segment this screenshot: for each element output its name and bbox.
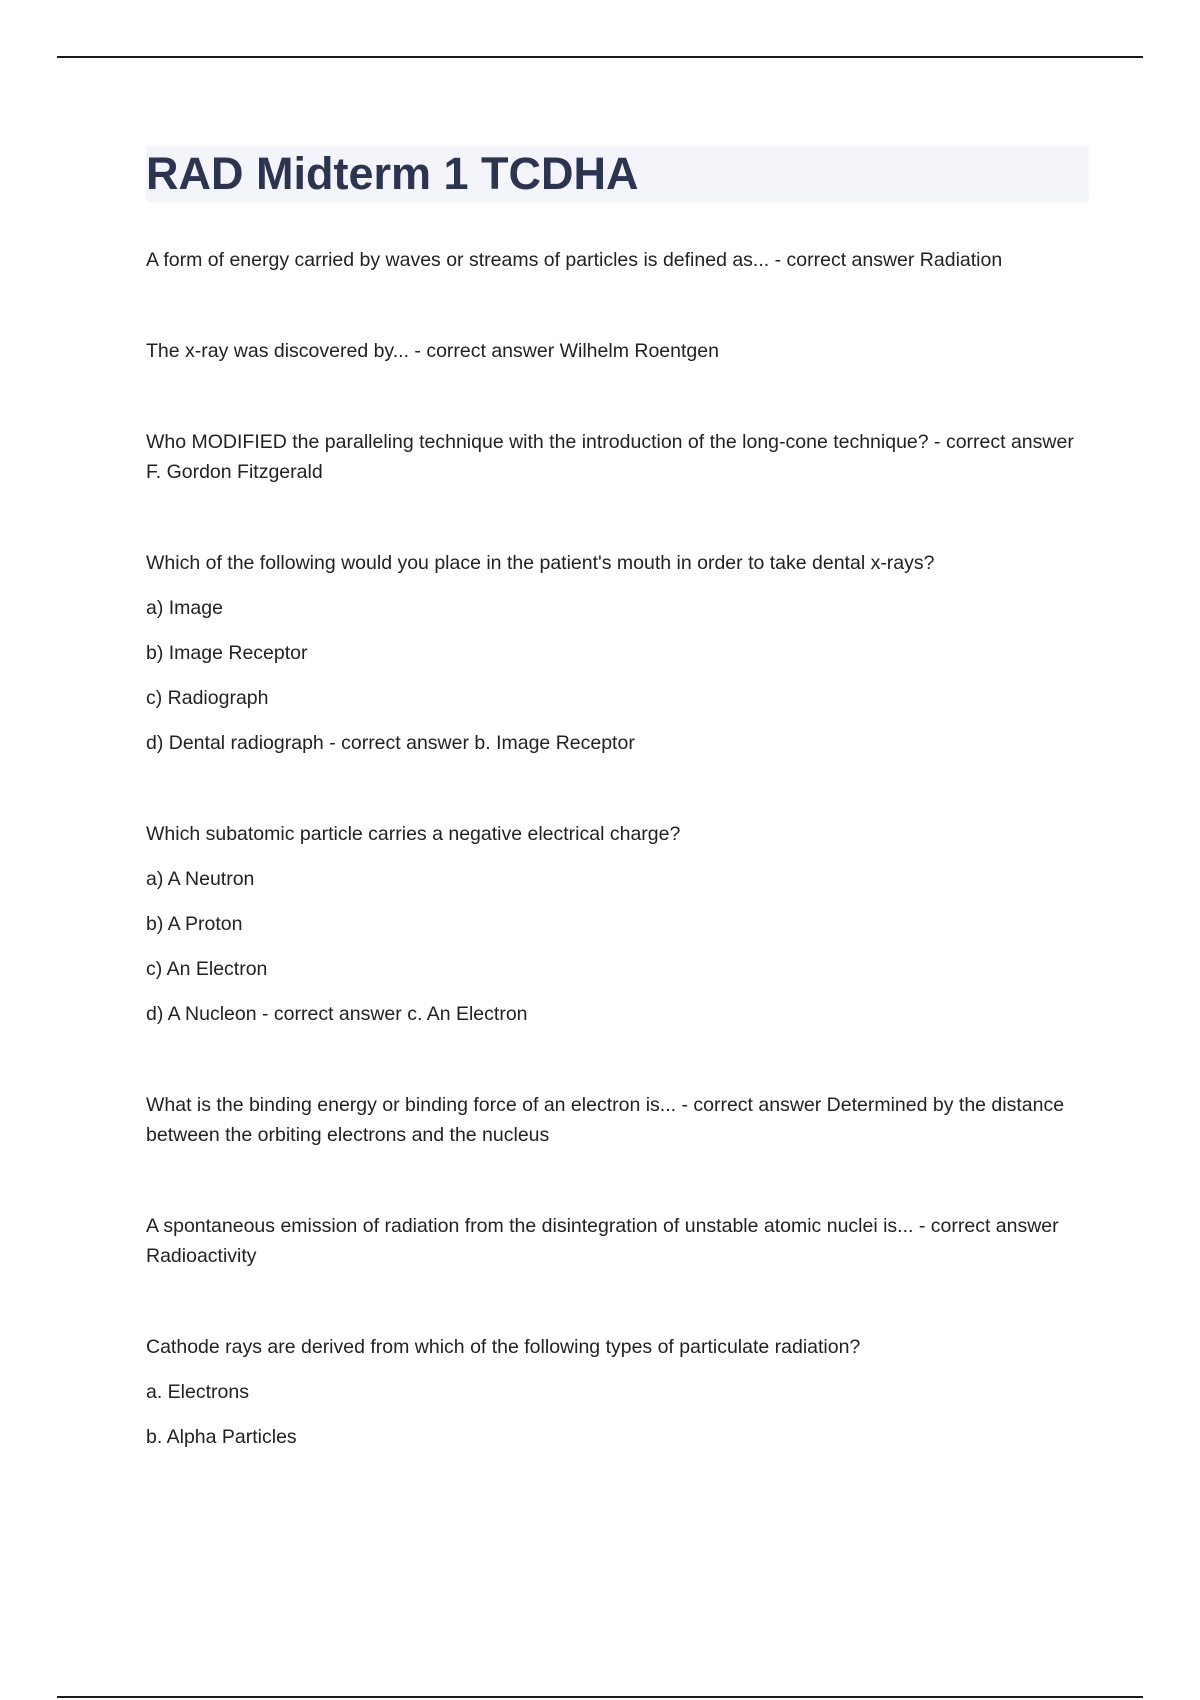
- answer-option: d) Dental radiograph - correct answer b. Image Receptor: [146, 732, 635, 754]
- answer-option: c) An Electron: [146, 958, 268, 980]
- question-text: Which subatomic particle carries a negative electrical charge?: [146, 823, 681, 845]
- question-text: The x-ray was discovered by... - correct answer Wilhelm Roentgen: [146, 340, 719, 362]
- question-text: Who MODIFIED the paralleling technique with the introduction of the long-cone technique? - correct answer F. Gordon Fitzgerald: [146, 431, 1074, 483]
- question-text: Cathode rays are derived from which of the following types of particulate radiation?: [146, 1336, 861, 1358]
- qa-item-1: [146, 245, 1076, 275]
- qa-item-4: [146, 548, 1076, 758]
- qa-item-2: [146, 336, 1076, 366]
- qa-item-3: [146, 427, 1076, 487]
- page-title: RAD Midterm 1 TCDHA: [146, 148, 639, 199]
- answer-option: d) A Nucleon - correct answer c. An Electron: [146, 1003, 528, 1025]
- answer-option: c) Radiograph: [146, 687, 269, 709]
- qa-list: [146, 245, 1076, 1513]
- top-divider: [57, 56, 1143, 58]
- qa-item-5: [146, 819, 1076, 1029]
- answer-option: b. Alpha Particles: [146, 1426, 297, 1448]
- qa-item-6: [146, 1090, 1076, 1150]
- answer-option: a) Image: [146, 597, 223, 619]
- answer-option: b) Image Receptor: [146, 642, 308, 664]
- qa-item-8: [146, 1332, 1076, 1452]
- question-text: Which of the following would you place in the patient's mouth in order to take dental x-rays?: [146, 552, 935, 574]
- question-text: What is the binding energy or binding force of an electron is... - correct answer Determined by the distance between the orbiting electrons and the nucleus: [146, 1094, 1065, 1146]
- title-banner: [146, 146, 1089, 202]
- qa-item-7: [146, 1211, 1076, 1271]
- question-text: A form of energy carried by waves or streams of particles is defined as... - correct answer Radiation: [146, 249, 1003, 271]
- answer-option: a. Electrons: [146, 1381, 249, 1403]
- answer-option: b) A Proton: [146, 913, 243, 935]
- bottom-divider: [57, 1696, 1143, 1698]
- question-text: A spontaneous emission of radiation from the disintegration of unstable atomic nuclei is... - correct answer Radioactivity: [146, 1215, 1059, 1267]
- answer-option: a) A Neutron: [146, 868, 255, 890]
